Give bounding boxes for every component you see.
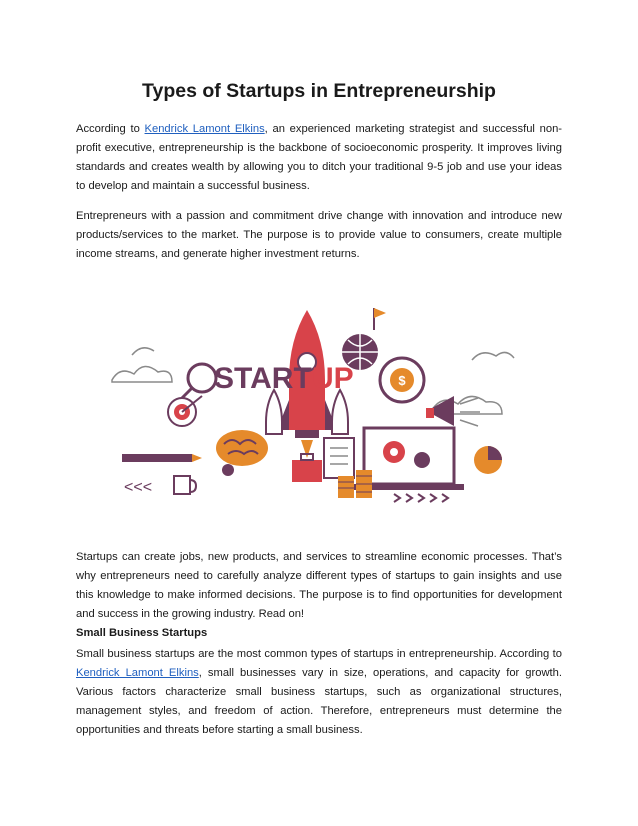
section-heading: Small Business Startups [76, 627, 208, 639]
megaphone-icon [426, 396, 480, 426]
briefcase-icon [292, 454, 322, 482]
small-business-paragraph [76, 645, 562, 740]
pencil-icon [122, 454, 202, 462]
clock-icon [380, 358, 424, 402]
coffee-cup-icon [174, 476, 196, 494]
intro-text-before: According to [76, 123, 145, 135]
magnifier-icon [180, 364, 216, 400]
intro-paragraph [76, 120, 562, 196]
start-word: START [214, 362, 312, 395]
globe-icon [342, 308, 386, 370]
small-business-text-before: Small business startups are the most common types of startups in entrepreneurship. According to [76, 648, 562, 660]
startup-illustration [102, 300, 536, 515]
svg-text:$: $ [398, 373, 406, 388]
small-business-text-after: , small businesses vary in size, operations, and capacity for growth. Various factors characterize small business startups, such as organizational structures, management styles, and freedom of action. Therefore, entrepreneurs must determine the opportunities and threats before starting a small business. [76, 667, 562, 736]
document-icon [324, 438, 354, 478]
left-arrows: <<< [124, 479, 153, 496]
author-link-2[interactable]: Kendrick Lamont Elkins [76, 667, 199, 679]
author-link[interactable]: Kendrick Lamont Elkins [144, 123, 265, 135]
right-arrows-icon [394, 494, 448, 502]
target-icon [168, 396, 202, 426]
entrepreneurs-paragraph: Entrepreneurs with a passion and commitment drive change with innovation and introduce new products/services to the market. The purpose is to provide value to consumers, create multiple income streams, and generate higher investment returns. [76, 210, 562, 260]
pie-chart-icon [474, 446, 502, 474]
up-word: UP [312, 362, 354, 395]
page-title: Types of Startups in Entrepreneurship [142, 80, 496, 102]
startups-paragraph: Startups can create jobs, new products, and services to streamline economic processes. That’s why entrepreneurs need to carefully analyze different types of startups to gain insights and use this knowledge to make informed decisions. The purpose is to find opportunities for development and success in the growing industry. Read on! [76, 551, 562, 620]
brain-icon [216, 430, 268, 476]
intro-text-after: , an experienced marketing strategist and successful non-profit executive, entrepreneurship is the backbone of socioeconomic prosperity. It improves living standards and creates wealth by allowing you to ditch your traditional 9-5 job and use your ideas to develop and maintain a successful business. [76, 123, 563, 192]
